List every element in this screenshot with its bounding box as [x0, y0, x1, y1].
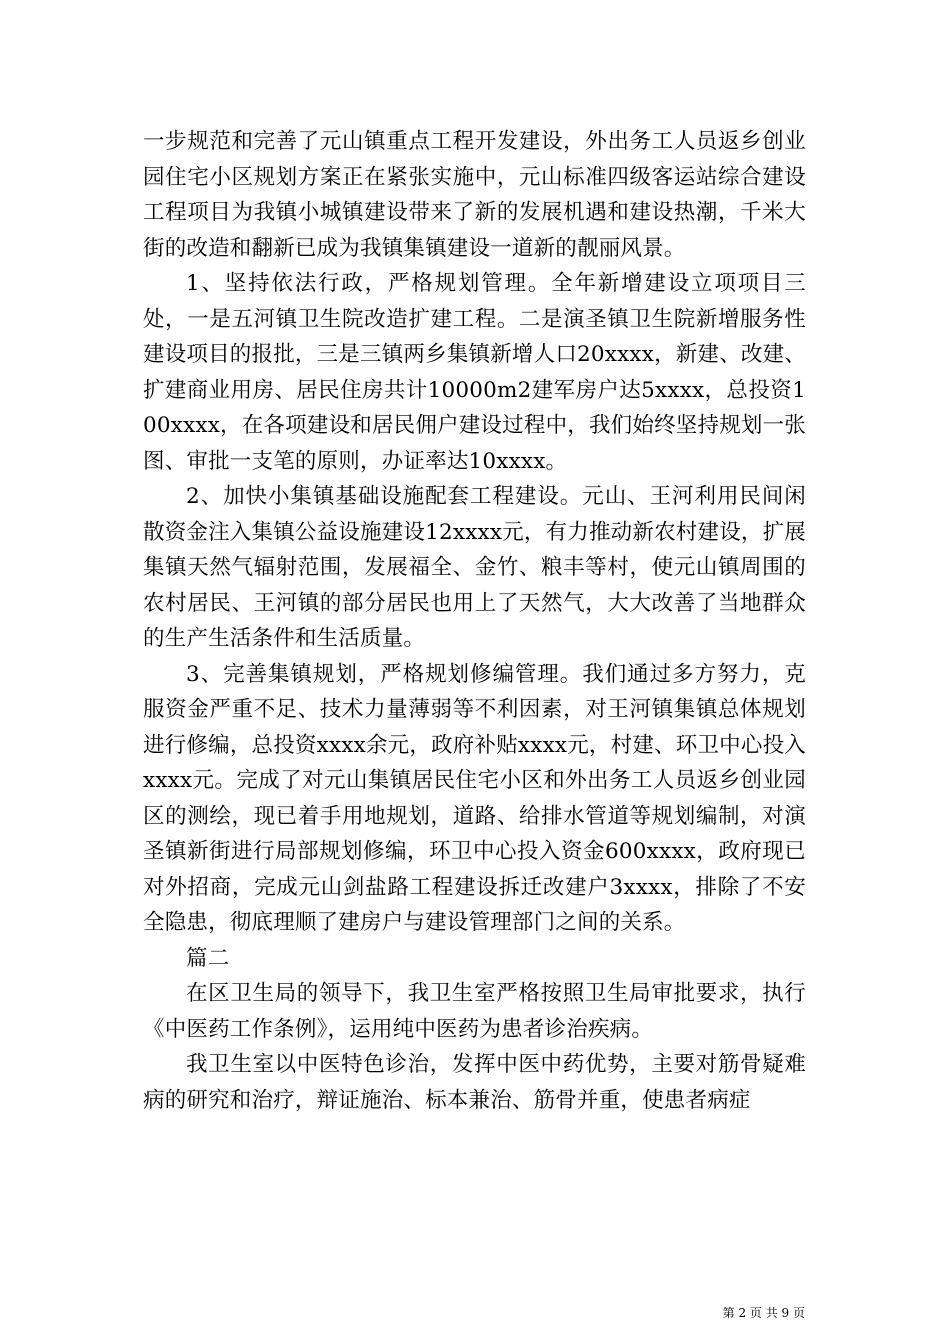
page-number-footer: 第 2 页 共 9 页 [722, 1306, 805, 1320]
paragraph-item-2: 2、加快小集镇基础设施配套工程建设。元山、王河利用民间闲散资金注入集镇公益设施建设12xxxx元，有力推动新农村建设，扩展集镇天然气辐射范围，发展福全、金竹、粮丰等村，使元山镇周围的农村居民、王河镇的部分居民也用上了天然气，大大改善了当地群众的生产生活条件和生活质量。 [143, 484, 806, 651]
paragraph-continuation: 一步规范和完善了元山镇重点工程开发建设，外出务工人员返乡创业园住宅小区规划方案正在紧张实施中，元山标准四级客运站综合建设工程项目为我镇小城镇建设带来了新的发展机遇和建设热潮，千米大街的改造和翻新已成为我镇集镇建设一道新的靓丽风景。 [143, 129, 806, 261]
document-body [143, 124, 806, 1118]
section-heading: 篇二 [186, 945, 230, 971]
paragraph-section-intro: 在区卫生局的领导下，我卫生室严格按照卫生局审批要求，执行《中医药工作条例》，运用纯中医药为患者诊治疾病。 [143, 981, 806, 1042]
paragraph-section-body: 我卫生室以中医特色诊治，发挥中医中药优势，主要对筋骨疑难病的研究和治疗，辩证施治、标本兼治、筋骨并重，使患者病症 [143, 1052, 806, 1113]
paragraph-item-1: 1、坚持依法行政，严格规划管理。全年新增建设立项项目三处，一是五河镇卫生院改造扩建工程。二是演圣镇卫生院新增服务性建设项目的报批，三是三镇两乡集镇新增人口20xxxx，新建、改建、扩建商业用房、居民住房共计10000m2建军房户达5xxxx，总投资100xxxx，在各项建设和居民佣户建设过程中，我们始终坚持规划一张图、审批一支笔的原则，办证率达10xxxx。 [143, 271, 806, 474]
paragraph-item-3: 3、完善集镇规划，严格规划修编管理。我们通过多方努力，克服资金严重不足、技术力量薄弱等不利因素，对王河镇集镇总体规划进行修编，总投资xxxx余元，政府补贴xxxx元，村建、环卫中心投入xxxx元。完成了对元山集镇居民住宅小区和外出务工人员返乡创业园区的测绘，现已着手用地规划，道路、给排水管道等规划编制，对演圣镇新街进行局部规划修编，环卫中心投入资金600xxxx，政府现已对外招商，完成元山剑盐路工程建设拆迁改建户3xxxx，排除了不安全隐患，彻底理顺了建房户与建设管理部门之间的关系。 [143, 661, 806, 935]
